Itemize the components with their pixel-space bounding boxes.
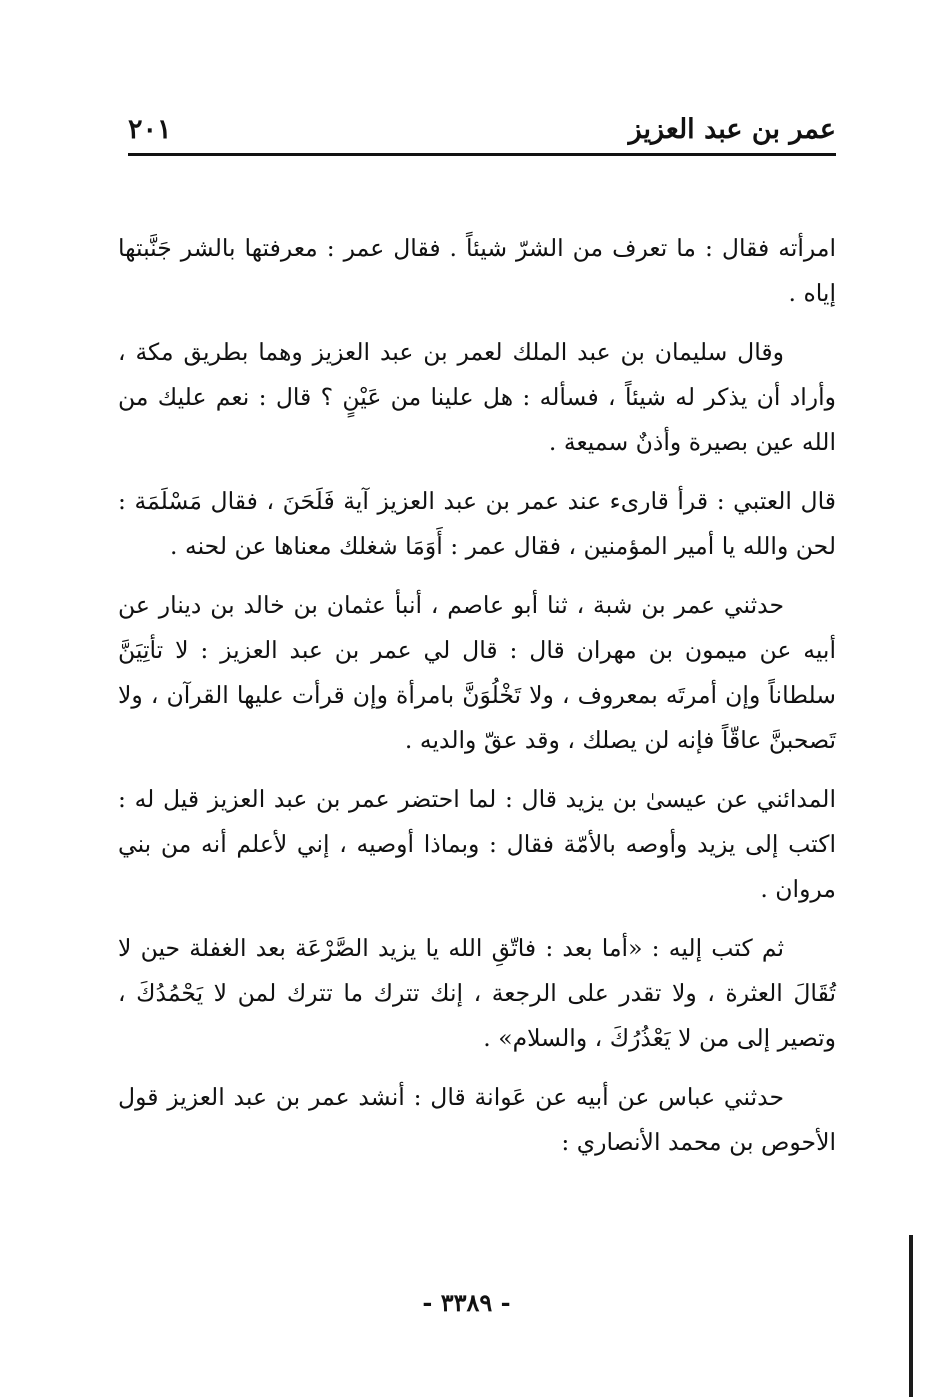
paragraph: حدثني عمر بن شبة ، ثنا أبو عاصم ، أنبأ عثمان بن خالد بن دينار عن أبيه عن ميمون بن مهران قال : قال لي عمر بن عبد العزيز : لا تأتِيَنَّ سلطاناً وإن أمرتَه بمعروف ، ولا تَخْلُوَنَّ بامرأة وإن قرأت عليها القرآن ، ولا تَصحبنَّ عاقّاً فإنه لن يصلك ، وقد عقّ والديه . bbox=[118, 591, 836, 754]
page-header bbox=[128, 108, 836, 152]
footer-page-number: - ٣٣٨٩ - bbox=[422, 1288, 511, 1317]
header-page-number: ٢٠١ bbox=[128, 114, 172, 145]
running-title: عمر بن عبد العزيز bbox=[628, 114, 836, 145]
header-rule bbox=[128, 153, 836, 156]
body-text bbox=[118, 226, 836, 1179]
paragraph: قال العتبي : قرأ قارىء عند عمر بن عبد العزيز آية فَلَحَنَ ، فقال مَسْلَمَة : لحن والله يا أمير المؤمنين ، فقال عمر : أَوَمَا شغلك معناها عن لحنه . bbox=[118, 487, 836, 560]
paragraph: وقال سليمان بن عبد الملك لعمر بن عبد العزيز وهما بطريق مكة ، وأراد أن يذكر له شيئاً ، فسأله : هل علينا من عَيْنٍ ؟ قال : نعم عليك من الله عين بصيرة وأذنٌ سميعة . bbox=[118, 338, 836, 456]
paragraph: ثم كتب إليه : «أما بعد : فاتّقِ الله يا يزيد الصَّرْعَة بعد الغفلة حين لا تُقَالَ العثرة ، ولا تقدر على الرجعة ، إنك تترك ما تترك لمن لا يَحْمُدُكَ ، وتصير إلى من لا يَعْذُرُكَ ، والسلام» . bbox=[118, 934, 836, 1052]
paragraph: امرأته فقال : ما تعرف من الشرّ شيئاً . فقال عمر : معرفتها بالشر جَنَّبتها إياه . bbox=[118, 234, 836, 307]
scan-edge-mark bbox=[909, 1235, 913, 1397]
paragraph: حدثني عباس عن أبيه عن عَوانة قال : أنشد عمر بن عبد العزيز قول الأحوص بن محمد الأنصاري : bbox=[118, 1083, 836, 1156]
paragraph: المدائني عن عيسىٰ بن يزيد قال : لما احتضر عمر بن عبد العزيز قيل له : اكتب إلى يزيد وأوصه بالأمّة فقال : وبماذا أوصيه ، إني لأعلم أنه من بني مروان . bbox=[118, 785, 836, 903]
